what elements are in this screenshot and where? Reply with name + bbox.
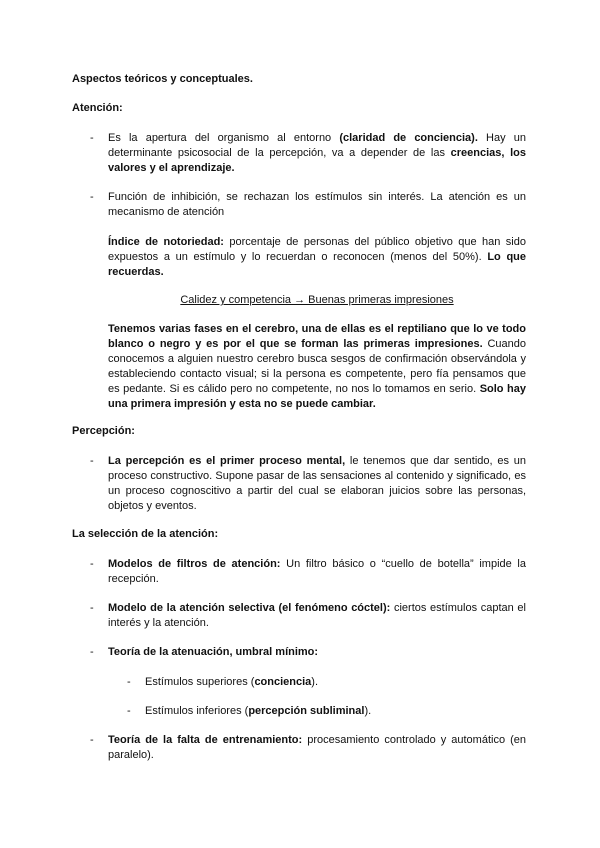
sub-bullet-dash: - — [127, 705, 131, 717]
atencion-bullet-2: Función de inhibición, se rechazan los estímulos sin interés. La atención es un mecanismo de atención — [108, 191, 526, 218]
bullet-dash: - — [90, 191, 94, 203]
seleccion-bullet-3: Teoría de la atenuación, umbral mínimo: — [108, 646, 319, 658]
cerebro-paragraph: Tenemos varias fases en el cerebro, una de ellas es el reptiliano que lo ve todo blanco o negro y es por el que se forman las primeras impresiones. Cuando conocemos a alguien nuestro cerebro busca sesgos de confirmación observándola y estableciendo contacto visual; si la persona es competente, pero fía pensamos que es pedante. Si es cálido pero no competente, no nos lo tomamos en serio. Solo hay una primera impresión y esta no se puede cambiar. — [108, 323, 527, 410]
percepcion-bullet-1: La percepción es el primer proceso mental, le tenemos que dar sentido, es un proceso constructivo. Supone pasar de las sensaciones al contenido y significado, es un proceso cognoscitivo a partir del cual se elaboran juicios sobre las personas, objetos y eventos. — [108, 455, 526, 512]
seleccion-sub-bullet-1: Estímulos superiores (conciencia). — [145, 676, 319, 688]
bullet-dash: - — [90, 646, 94, 658]
seleccion-bullet-2: Modelo de la atención selectiva (el fenómeno cóctel): ciertos estímulos captan el interés y la atención. — [108, 602, 526, 629]
bullet-dash: - — [90, 602, 94, 614]
bullet-dash: - — [90, 455, 94, 467]
section-heading-seleccion: La selección de la atención: — [72, 528, 219, 540]
main-heading: Aspectos teóricos y conceptuales. — [72, 73, 253, 85]
bullet-dash: - — [90, 734, 94, 746]
section-heading-atencion: Atención: — [72, 102, 123, 114]
seleccion-sub-bullet-2: Estímulos inferiores (percepción subliminal). — [145, 705, 372, 717]
bullet-dash: - — [90, 558, 94, 570]
bullet-dash: - — [90, 132, 94, 144]
seleccion-bullet-4: Teoría de la falta de entrenamiento: procesamiento controlado y automático (en paralelo). — [108, 734, 526, 761]
section-heading-percepcion: Percepción: — [72, 425, 135, 437]
atencion-bullet-1: Es la apertura del organismo al entorno (claridad de conciencia). Hay un determinante psicosocial de la percepción, va a depender de las creencias, los valores y el aprendizaje. — [108, 132, 526, 174]
seleccion-bullet-1: Modelos de filtros de atención: Un filtro básico o “cuello de botella” impide la recepción. — [108, 558, 526, 585]
notoriedad-paragraph: Índice de notoriedad: porcentaje de personas del público objetivo que han sido expuestos a un estímulo y lo recuerdan o reconocen (menos del 50%). Lo que recuerdas. — [108, 236, 526, 278]
sub-bullet-dash: - — [127, 676, 131, 688]
centered-underlined-line: Calidez y competencia → Buenas primeras impresiones — [180, 294, 454, 306]
